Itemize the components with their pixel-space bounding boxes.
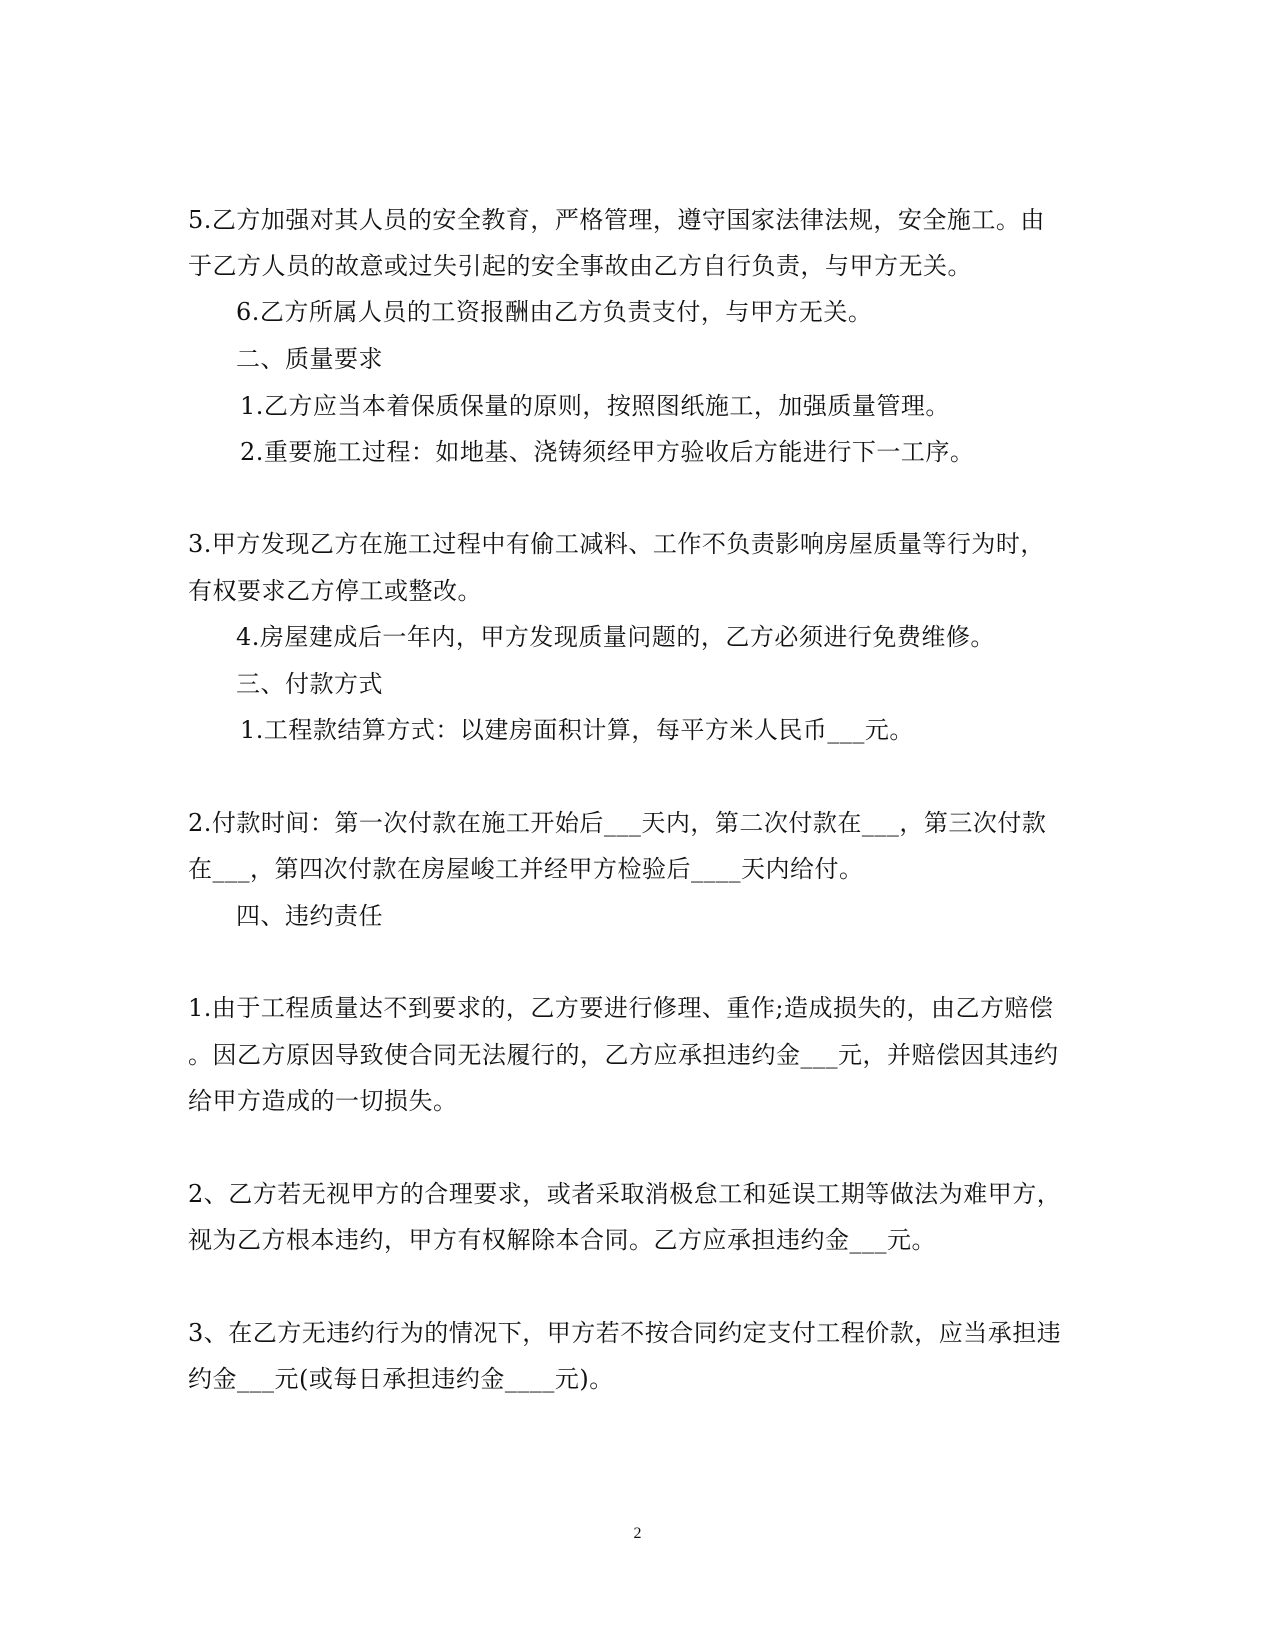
text-line: 3.甲方发现乙方在施工过程中有偷工减料、工作不负责影响房屋质量等行为时， bbox=[188, 530, 1045, 558]
text-line: 2.付款时间：第一次付款在施工开始后___天内，第二次付款在___，第三次付款 bbox=[188, 809, 1047, 837]
text-line: 2、乙方若无视甲方的合理要求，或者采取消极怠工和延误工期等做法为难甲方， bbox=[188, 1180, 1062, 1208]
text-line: 1.由于工程质量达不到要求的，乙方要进行修理、重作;造成损失的，由乙方赔偿 bbox=[188, 994, 1054, 1022]
section-heading: 四、违约责任 bbox=[236, 902, 383, 930]
text-line: 约金___元(或每日承担违约金____元)。 bbox=[188, 1365, 614, 1393]
text-line: 5.乙方加强对其人员的安全教育，严格管理，遵守国家法律法规，安全施工。由 bbox=[188, 206, 1045, 234]
text-line: 2.重要施工过程：如地基、浇铸须经甲方验收后方能进行下一工序。 bbox=[240, 438, 975, 466]
text-line: 视为乙方根本违约，甲方有权解除本合同。乙方应承担违约金___元。 bbox=[188, 1226, 936, 1254]
text-line: 于乙方人员的故意或过失引起的安全事故由乙方自行负责，与甲方无关。 bbox=[188, 252, 972, 280]
text-line: 在___，第四次付款在房屋峻工并经甲方检验后____天内给付。 bbox=[188, 855, 864, 883]
section-heading: 三、付款方式 bbox=[236, 670, 383, 698]
text-line: 1.乙方应当本着保质保量的原则，按照图纸施工，加强质量管理。 bbox=[240, 392, 950, 420]
text-line: 。因乙方原因导致使合同无法履行的，乙方应承担违约金___元，并赔偿因其违约 bbox=[188, 1041, 1059, 1069]
text-line: 4.房屋建成后一年内，甲方发现质量问题的，乙方必须进行免费维修。 bbox=[236, 623, 995, 651]
text-line: 有权要求乙方停工或整改。 bbox=[188, 577, 482, 605]
text-line: 6.乙方所属人员的工资报酬由乙方负责支付，与甲方无关。 bbox=[236, 298, 873, 326]
section-heading: 二、质量要求 bbox=[236, 345, 383, 373]
text-line: 1.工程款结算方式：以建房面积计算，每平方米人民币___元。 bbox=[240, 716, 914, 744]
text-line: 3、在乙方无违约行为的情况下，甲方若不按合同约定支付工程价款，应当承担违 bbox=[188, 1319, 1062, 1347]
text-line: 给甲方造成的一切损失。 bbox=[188, 1087, 458, 1115]
page-number: 2 bbox=[633, 1525, 642, 1542]
